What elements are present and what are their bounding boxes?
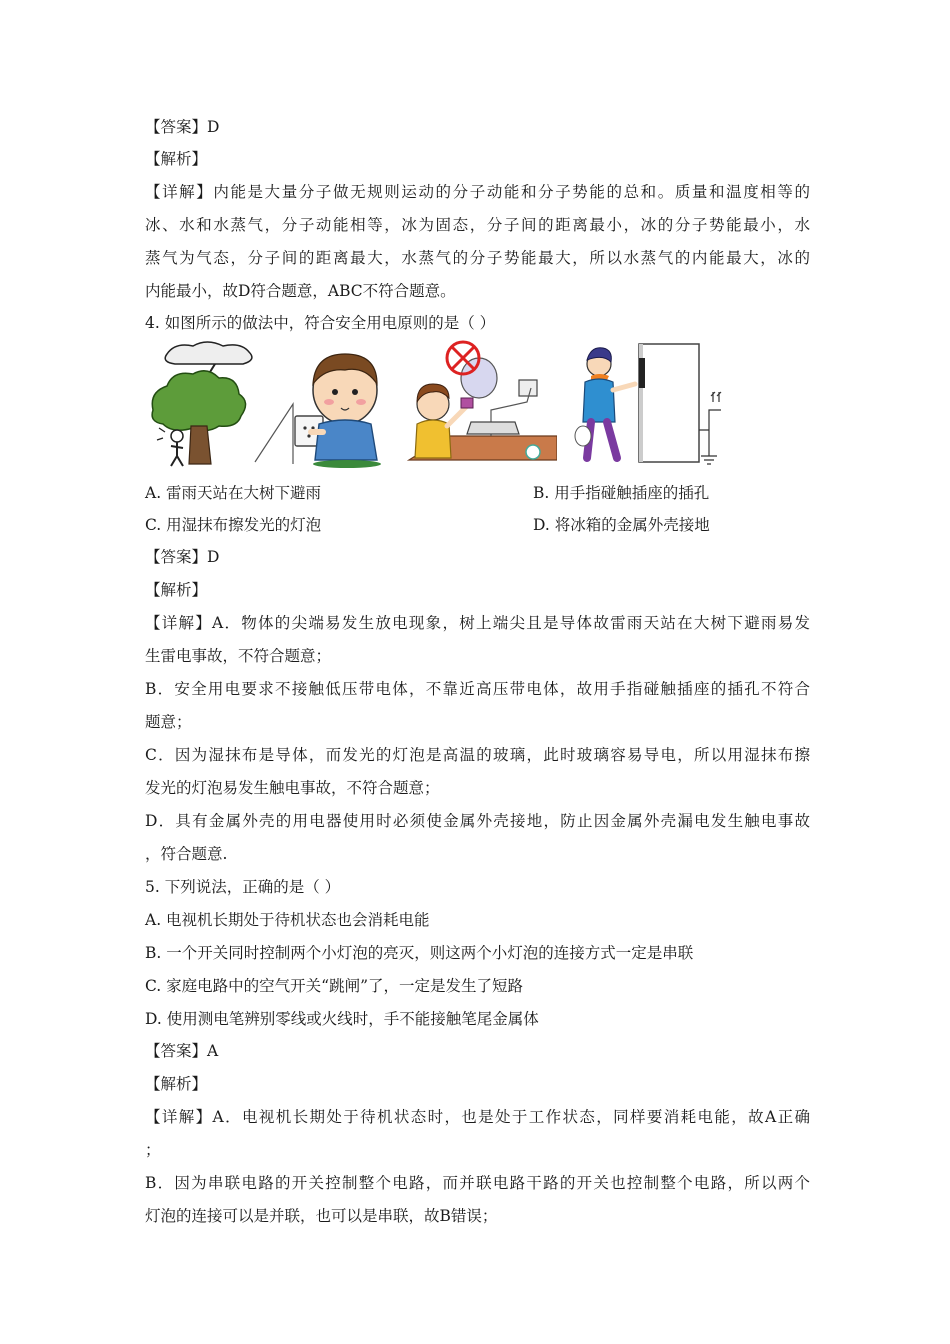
q5-stem: 5. 下列说法，正确的是（ ） — [145, 878, 341, 896]
q3-detail-line: 内能最小，故D符合题意，ABC不符合题意。 — [145, 282, 456, 300]
q3-detail-line: 冰、水和水蒸气，分子动能相等，冰为固态，分子间的距离最小，冰的分子势能最小，水 — [145, 216, 810, 234]
q5-option-a: A. 电视机长期处于待机状态也会消耗电能 — [145, 911, 430, 929]
q4-detail-line: D．具有金属外壳的用电器使用时必须使金属外壳接地，防止因金属外壳漏电发生触电事故 — [145, 812, 810, 830]
child-socket-illustration — [253, 340, 391, 468]
fridge-ground-illustration — [573, 340, 735, 468]
q4-stem: 4. 如图所示的做法中，符合安全用电原则的是（ ） — [145, 314, 496, 332]
wet-cloth-bulb-illustration — [407, 340, 557, 468]
q5-detail-line: B．因为串联电路的开关控制整个电路，而并联电路干路的开关也控制整个电路，所以两个 — [145, 1174, 810, 1192]
q4-detail-line: B．安全用电要求不接触低压带电体，不靠近高压带电体，故用手指碰触插座的插孔不符合 — [145, 680, 810, 698]
q3-detail-line: 蒸气为气态，分子间的距离最大，水蒸气的分子势能最大，所以水蒸气的内能最大，冰的 — [145, 249, 810, 267]
q4-detail-line: ，符合题意. — [145, 845, 228, 863]
q4-option-c: C. 用湿抹布擦发光的灯泡 — [145, 516, 322, 534]
q4-option-a: A. 雷雨天站在大树下避雨 — [145, 484, 322, 502]
q4-detail-line: C．因为湿抹布是导体，而发光的灯泡是高温的玻璃，此时玻璃容易导电，所以用湿抹布擦 — [145, 746, 810, 764]
q4-analysis-heading: 【解析】 — [145, 581, 208, 599]
q5-detail-line: 【详解】A．电视机长期处于待机状态时，也是处于工作状态，同样要消耗电能，故A正确 — [145, 1108, 810, 1126]
q4-detail-line: 【详解】A．物体的尖端易发生放电现象，树上端尖且是导体故雷雨天站在大树下避雨易发 — [145, 614, 810, 632]
q4-answer: 【答案】D — [145, 548, 220, 566]
q5-option-d: D. 使用测电笔辨别零线或火线时，手不能接触笔尾金属体 — [145, 1010, 539, 1028]
q5-option-c: C. 家庭电路中的空气开关“跳闸”了，一定是发生了短路 — [145, 977, 524, 995]
q5-analysis-heading: 【解析】 — [145, 1075, 208, 1093]
q3-answer: 【答案】D — [145, 118, 220, 136]
q5-detail-line: ； — [145, 1141, 161, 1159]
q5-option-b: B. 一个开关同时控制两个小灯泡的亮灭，则这两个小灯泡的连接方式一定是串联 — [145, 944, 694, 962]
q3-detail-line: 【详解】内能是大量分子做无规则运动的分子动能和分子势能的总和。质量和温度相等的 — [145, 183, 810, 201]
q5-detail-line: 灯泡的连接可以是并联，也可以是串联，故B错误； — [145, 1207, 498, 1225]
q4-detail-line: 生雷电事故，不符合题意； — [145, 647, 332, 665]
q4-detail-line: 题意； — [145, 713, 192, 731]
q4-detail-line: 发光的灯泡易发生触电事故，不符合题意； — [145, 779, 440, 797]
q4-option-d: D. 将冰箱的金属外壳接地 — [533, 516, 710, 534]
q4-figure-strip — [145, 340, 735, 470]
tree-lightning-illustration — [145, 340, 270, 468]
q3-analysis-heading: 【解析】 — [145, 150, 208, 168]
q5-answer: 【答案】A — [145, 1042, 219, 1060]
q4-option-b: B. 用手指碰触插座的插孔 — [533, 484, 710, 502]
